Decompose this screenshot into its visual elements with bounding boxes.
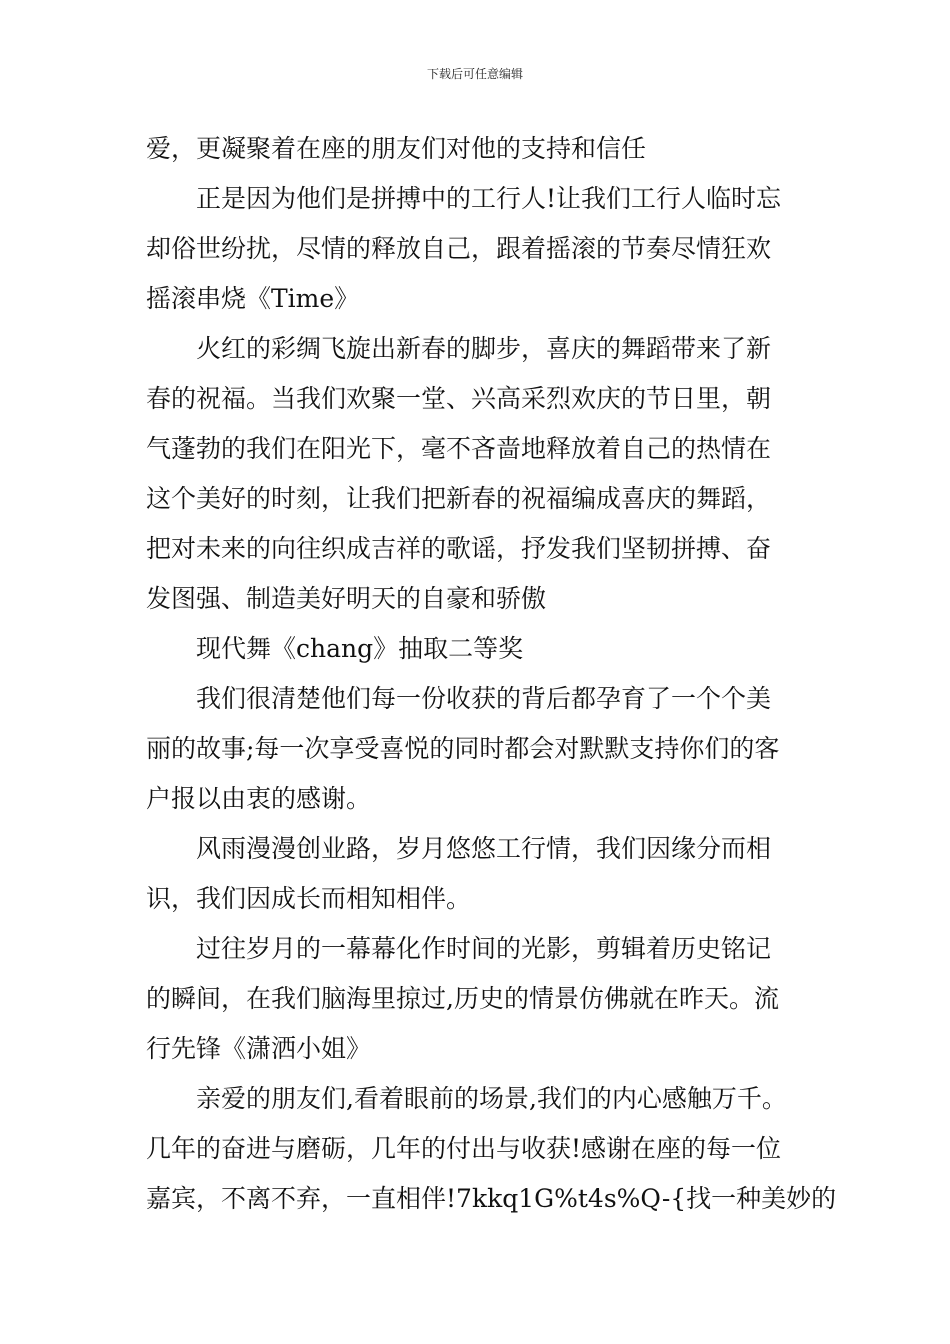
text-line: 爱，更凝聚着在座的朋友们对他的支持和信任: [146, 134, 647, 163]
text-line: 春的祝福。当我们欢聚一堂、兴高采烈欢庆的节日里，朝: [146, 384, 772, 413]
paragraph-start-line: 我们很清楚他们每一份收获的背后都孕育了一个个美: [196, 684, 772, 713]
text-line: 气蓬勃的我们在阳光下，毫不吝啬地释放着自己的热情在: [146, 434, 772, 463]
text-line: 识，我们因成长而相知相伴。: [146, 884, 472, 913]
text-line: 发图强、制造美好明天的自豪和骄傲: [146, 584, 547, 613]
paragraph-start-line: 正是因为他们是拼搏中的工行人!让我们工行人临时忘: [196, 184, 782, 213]
text-line: 嘉宾，不离不弃，一直相伴!7kkq1G%t4s%Q-{找一种美妙的: [146, 1184, 837, 1213]
text-line: 户报以由衷的感谢。: [146, 784, 372, 813]
text-line: 的瞬间，在我们脑海里掠过,历史的情景仿佛就在昨天。流: [146, 984, 779, 1013]
page-header: 下载后可任意编辑: [426, 67, 523, 81]
text-line: 行先锋《潇洒小姐》: [146, 1034, 372, 1063]
paragraph-start-line: 过往岁月的一幕幕化作时间的光影，剪辑着历史铭记: [196, 934, 772, 963]
text-line: 丽的故事;每一次享受喜悦的同时都会对默默支持你们的客: [146, 734, 780, 763]
paragraph-start-line: 火红的彩绸飞旋出新春的脚步，喜庆的舞蹈带来了新: [196, 334, 772, 363]
text-line: 摇滚串烧《Time》: [146, 284, 360, 313]
program-title-line: 现代舞《chang》抽取二等奖: [196, 634, 524, 663]
document-body: [146, 127, 837, 1227]
text-line: 却俗世纷扰，尽情的释放自己，跟着摇滚的节奏尽情狂欢: [146, 234, 772, 263]
text-line: 把对未来的向往织成吉祥的歌谣，抒发我们坚韧拼搏、奋: [146, 534, 772, 563]
paragraph-start-line: 亲爱的朋友们,看着眼前的场景,我们的内心感触万千。: [196, 1084, 787, 1113]
text-line: 几年的奋进与磨砺，几年的付出与收获!感谢在座的每一位: [146, 1134, 782, 1163]
paragraph-start-line: 风雨漫漫创业路，岁月悠悠工行情，我们因缘分而相: [196, 834, 772, 863]
text-line: 这个美好的时刻，让我们把新春的祝福编成喜庆的舞蹈，: [146, 484, 772, 513]
